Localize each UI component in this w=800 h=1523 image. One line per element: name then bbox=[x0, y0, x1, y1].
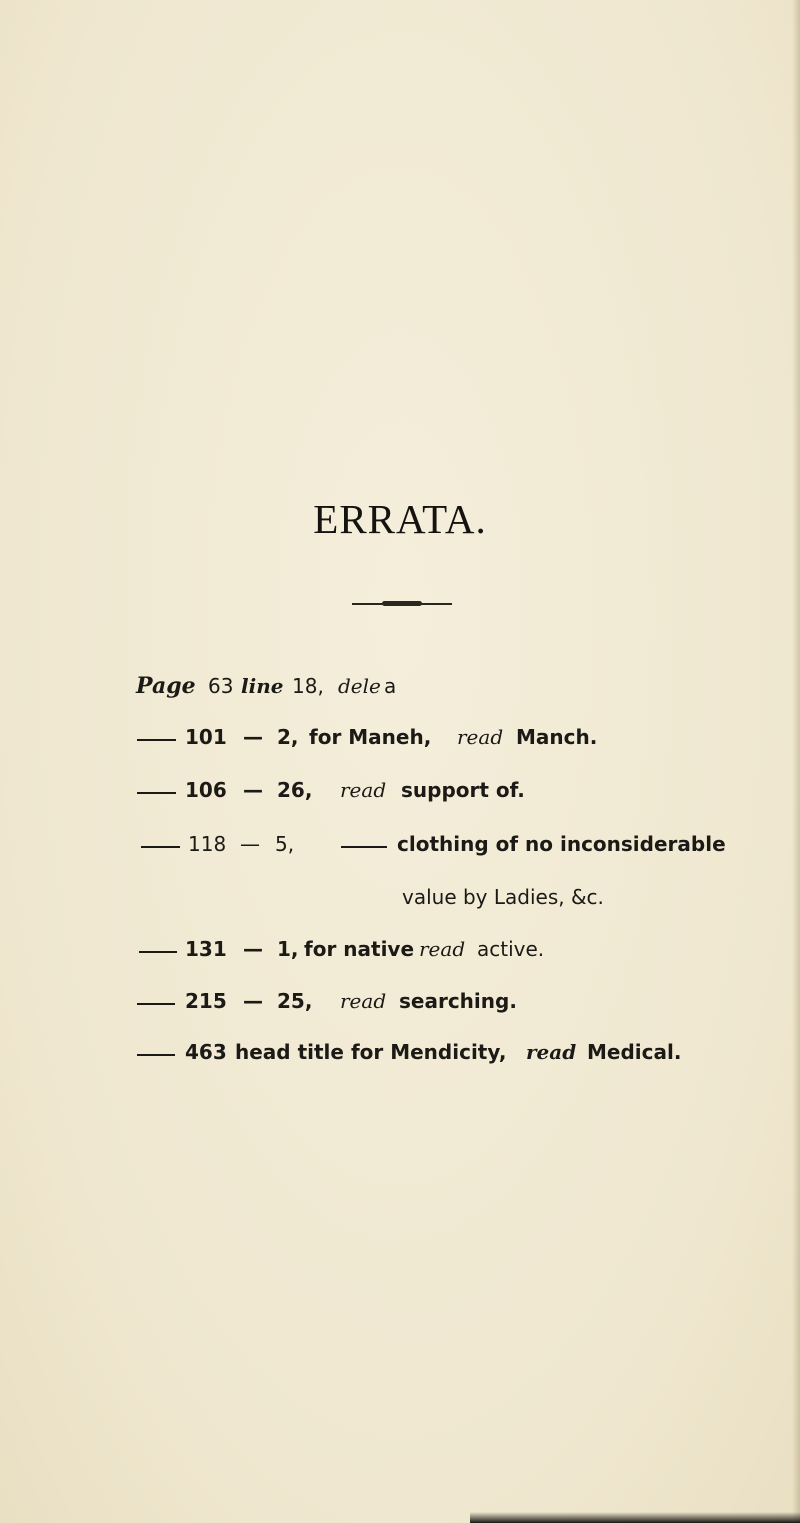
row-line: 2, bbox=[277, 725, 299, 749]
row-page: 463 bbox=[185, 1040, 227, 1064]
row-post: Medical. bbox=[587, 1040, 682, 1064]
row-pre: for Maneh, bbox=[309, 725, 432, 749]
row-sep: — bbox=[243, 937, 263, 961]
row-post: searching. bbox=[399, 989, 517, 1013]
errata-row bbox=[0, 937, 800, 971]
action-text: a bbox=[384, 674, 397, 698]
page-number: 63 bbox=[208, 674, 234, 698]
row-sep: — bbox=[243, 989, 263, 1013]
row-post: active. bbox=[477, 937, 545, 961]
page-edge bbox=[792, 0, 800, 1523]
row-read: read bbox=[340, 778, 387, 802]
ditto-dash bbox=[341, 846, 387, 848]
page-label: Page bbox=[136, 673, 196, 699]
page-bottom-shadow bbox=[470, 1512, 800, 1523]
page-title: ERRATA. bbox=[313, 496, 487, 542]
row-pre: head title for Mendicity, bbox=[235, 1040, 507, 1064]
errata-row bbox=[0, 832, 800, 866]
row-sep: — bbox=[243, 725, 263, 749]
ditto-dash bbox=[137, 1003, 175, 1005]
row-line: 5, bbox=[275, 832, 295, 856]
row-sep: — bbox=[240, 832, 260, 856]
row-page: 106 bbox=[185, 778, 227, 802]
row-line: 1, bbox=[277, 937, 299, 961]
errata-row-continuation bbox=[0, 885, 800, 919]
row-page: 101 bbox=[185, 725, 227, 749]
row-post: Manch. bbox=[516, 725, 598, 749]
row-read: read bbox=[340, 989, 387, 1013]
ditto-dash bbox=[139, 951, 177, 953]
errata-row bbox=[0, 778, 800, 812]
row-read: read bbox=[419, 937, 466, 961]
row-pre: for native bbox=[304, 937, 415, 961]
errata-row bbox=[0, 989, 800, 1023]
errata-header-line bbox=[0, 674, 800, 708]
ditto-dash bbox=[141, 846, 180, 848]
row-post: support of. bbox=[401, 778, 525, 802]
errata-row bbox=[0, 1040, 800, 1074]
ditto-dash bbox=[137, 1054, 175, 1056]
row-line: 26, bbox=[277, 778, 313, 802]
line-number: 18, bbox=[292, 674, 324, 698]
row-post: value by Ladies, &c. bbox=[402, 885, 604, 909]
ditto-dash bbox=[137, 792, 176, 794]
row-page: 118 bbox=[188, 832, 227, 856]
row-page: 215 bbox=[185, 989, 227, 1013]
action-label: dele bbox=[338, 674, 381, 698]
line-label: line bbox=[241, 674, 284, 698]
row-read: read bbox=[526, 1040, 577, 1064]
row-post: clothing of no inconsiderable bbox=[397, 832, 726, 856]
errata-row bbox=[0, 725, 800, 759]
ornamental-rule bbox=[352, 603, 452, 605]
ditto-dash bbox=[137, 739, 176, 741]
row-read: read bbox=[457, 725, 504, 749]
row-sep: — bbox=[243, 778, 263, 802]
row-line: 25, bbox=[277, 989, 313, 1013]
row-page: 131 bbox=[185, 937, 227, 961]
